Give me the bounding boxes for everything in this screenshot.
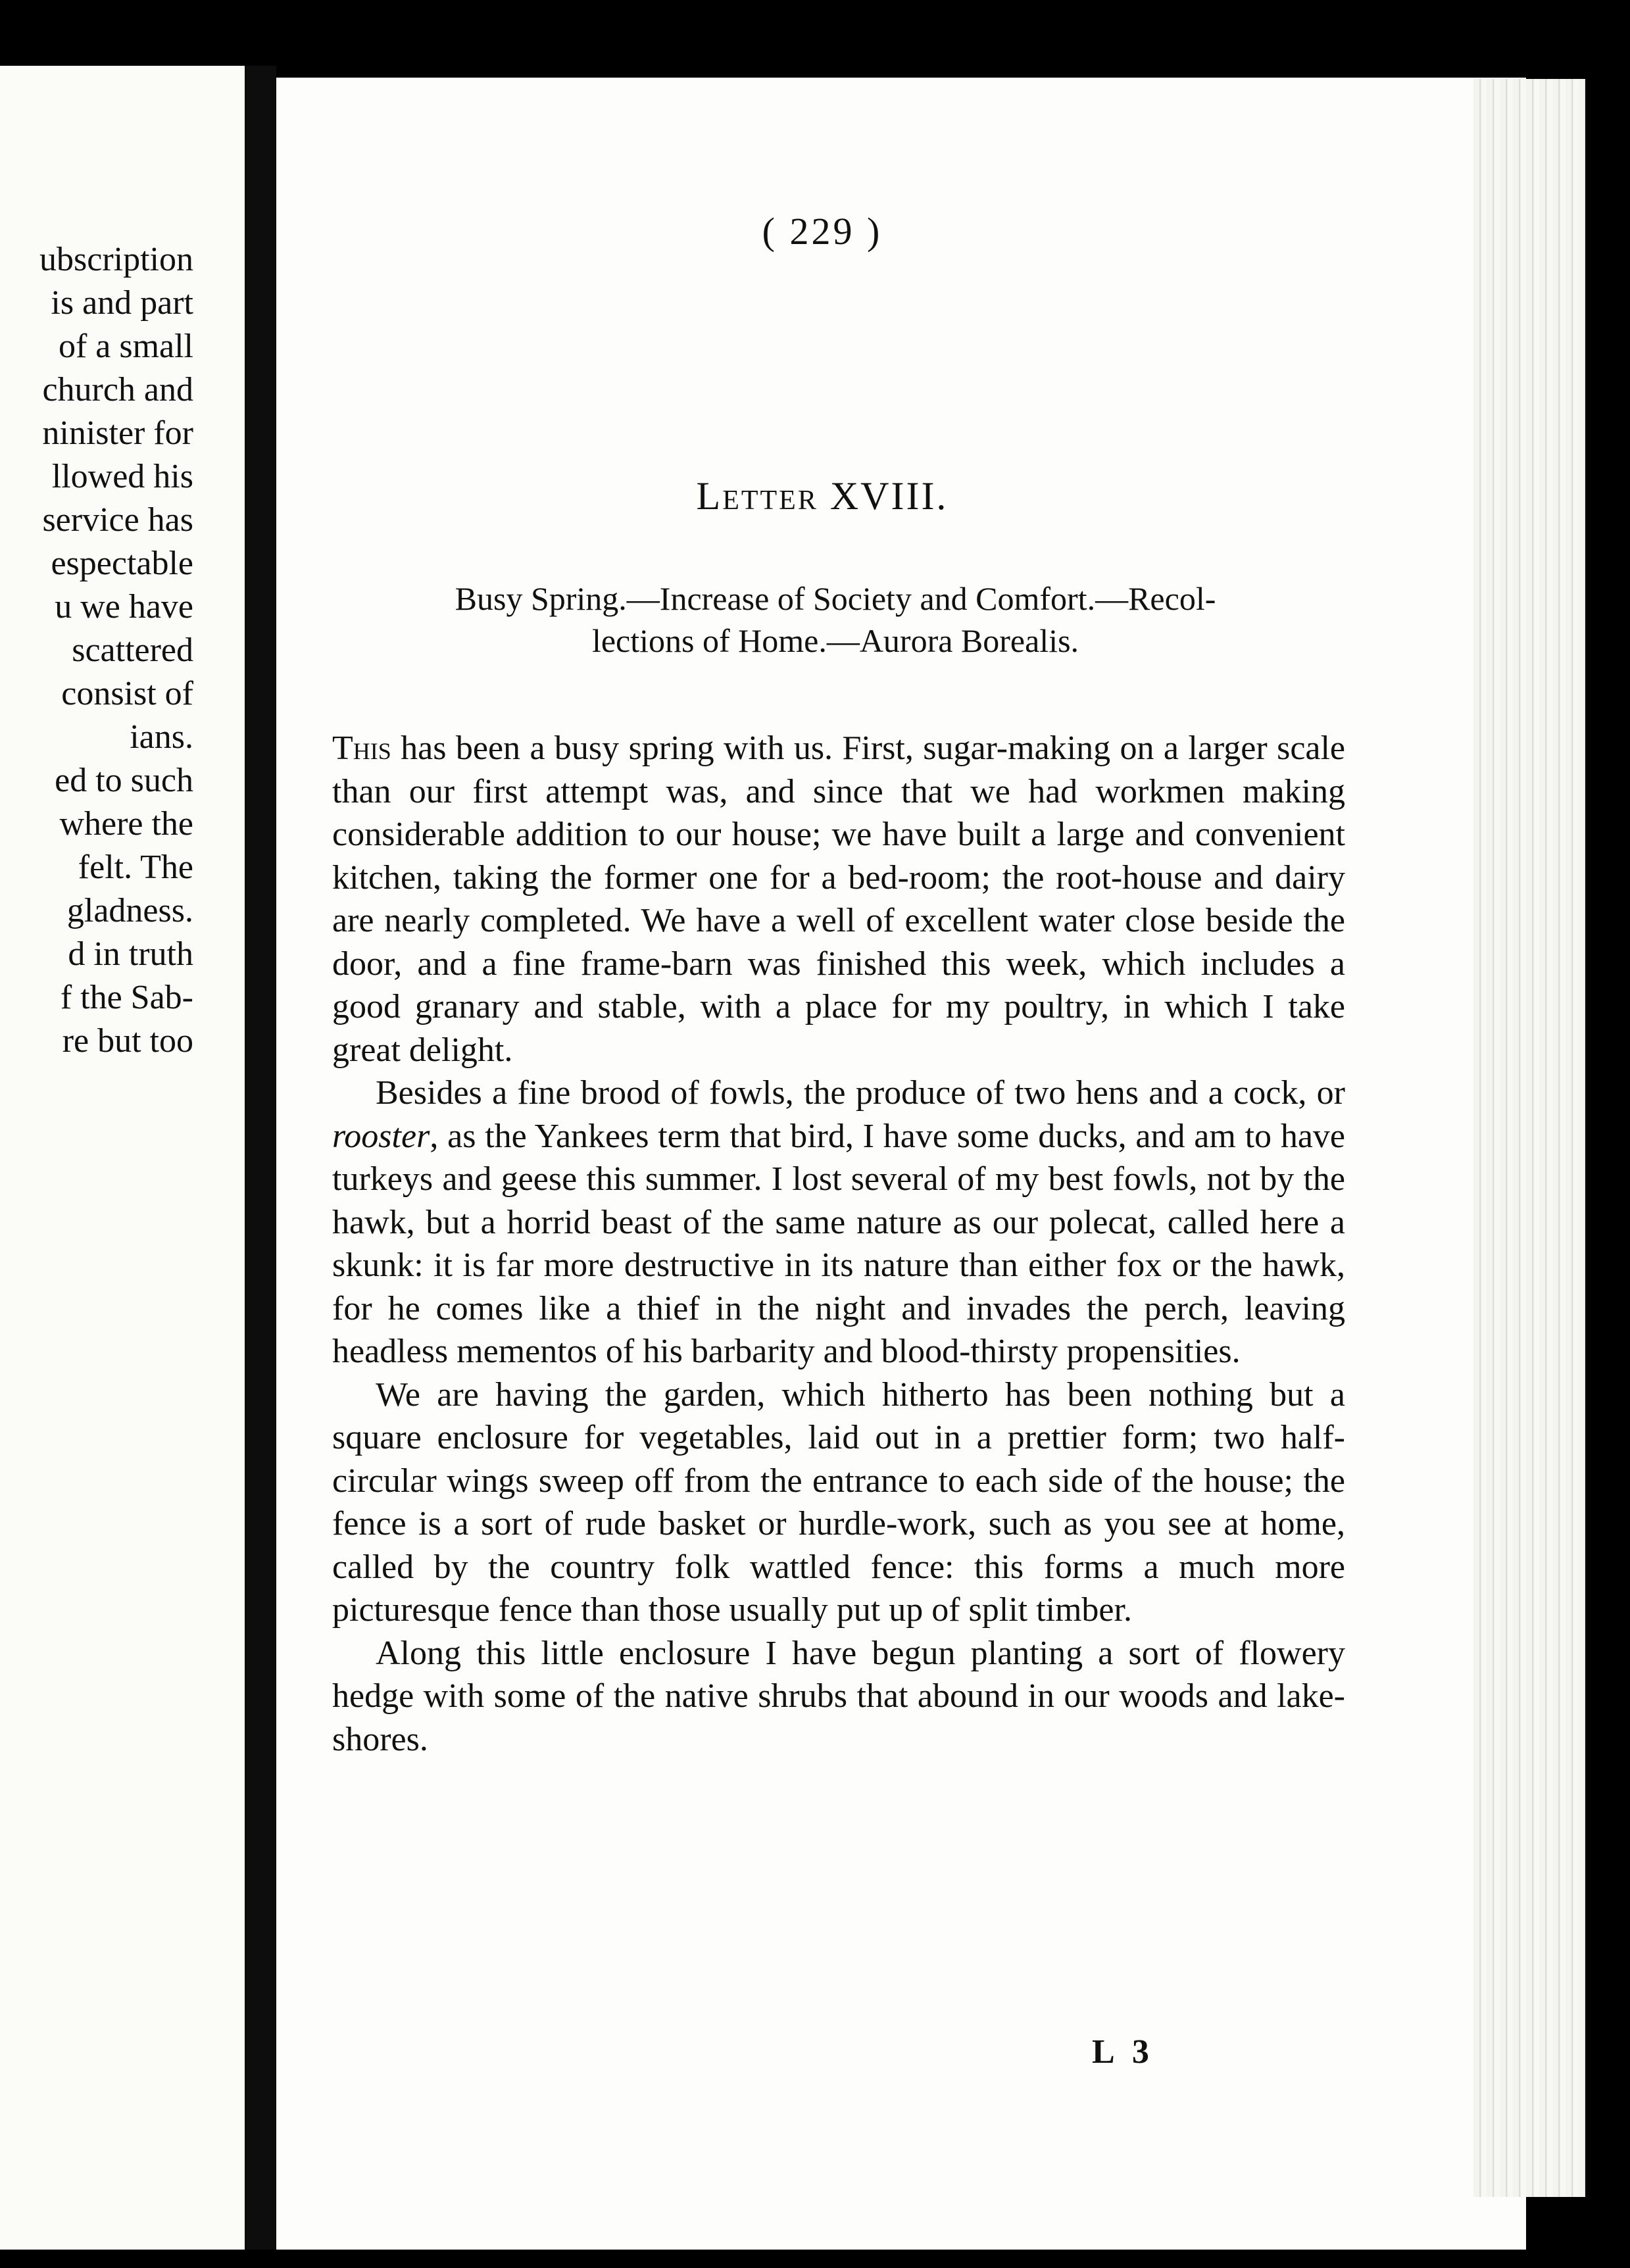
- paragraph: Along this little enclosure I have begun planting a sort of flowery hedge with some of the native shrubs that abound in our woods and lake-shores.: [332, 1634, 1345, 1758]
- left-page-fragment: [0, 66, 245, 2268]
- signature-mark: L 3: [1092, 2033, 1154, 2071]
- left-line: ed to such: [55, 762, 193, 799]
- left-line: church and: [42, 371, 193, 408]
- book-gutter: [245, 66, 276, 2268]
- left-line: is and part: [51, 284, 193, 322]
- left-page-text: [39, 238, 193, 1063]
- summary-line: lections of Home.—Aurora Borealis.: [591, 622, 1079, 659]
- summary-line: Busy Spring.—Increase of Society and Comfort.—Recol-: [455, 580, 1216, 617]
- left-line: felt. The: [78, 849, 193, 886]
- letter-heading: Letter XVIII.: [696, 474, 949, 518]
- left-line: where the: [59, 805, 193, 843]
- left-line: ians.: [130, 718, 193, 756]
- body-text: [332, 727, 1345, 1761]
- left-line: service has: [42, 501, 193, 539]
- paragraph-text: has been a busy spring with us. First, sugar-making on a larger scale than our first attempt was, and since that we had workmen making considerable addition to our house; we have built a large and convenient kitchen, taking the former one for a bed-room; the root-house and dairy are nearly completed. We have a well of excellent water close beside the door, and a fine frame-barn was finished this week, which includes a good granary and stable, with a place for my poultry, in which I take great delight.: [332, 729, 1345, 1069]
- left-line: espectable: [51, 545, 193, 582]
- left-line: ubscription: [39, 241, 193, 278]
- left-line: of a small: [58, 328, 193, 365]
- left-line: re but too: [62, 1022, 193, 1060]
- italic-word: rooster: [332, 1117, 430, 1155]
- chapter-summary: [322, 578, 1348, 662]
- left-line: consist of: [61, 675, 193, 712]
- left-line: u we have: [55, 588, 193, 626]
- left-line: llowed his: [51, 458, 193, 495]
- left-line: gladness.: [66, 892, 193, 929]
- left-line: ninister for: [42, 414, 193, 452]
- page-edges: [1473, 79, 1587, 2197]
- paragraph: [332, 1072, 1345, 1373]
- left-line: scattered: [72, 631, 193, 669]
- paragraph: We are having the garden, which hitherto has been nothing but a square enclosure for vegetables, laid out in a prettier form; two half-circular wings sweep off from the entrance to each side of the house; the fence is a sort of rude basket or hurdle-work, such as you see at home, called by the country folk wattled fence: this forms a much more picturesque fence than those usually put up of split timber.: [332, 1375, 1345, 1629]
- paragraph-lead: This: [332, 729, 391, 767]
- right-black-band: [1585, 0, 1630, 2268]
- paragraph-text: Besides a fine brood of fowls, the produce of two hens and a cock, or: [376, 1074, 1345, 1112]
- paragraph: [332, 727, 1345, 1072]
- page-number: ( 229 ): [762, 210, 883, 253]
- paragraph-text: , as the Yankees term that bird, I have some ducks, and am to have turkeys and geese this summer. I lost several of my best fowls, not by the hawk, but a horrid beast of the same nature as our polecat, called here a skunk: it is far more destructive in its nature than either fox or the hawk, for he comes like a thief in the night and invades the perch, leaving headless mementos of his barbarity and blood-thirsty propensities.: [332, 1117, 1345, 1370]
- bottom-black-band: [0, 2250, 1630, 2268]
- left-line: d in truth: [68, 935, 193, 973]
- left-line: f the Sab-: [60, 979, 193, 1016]
